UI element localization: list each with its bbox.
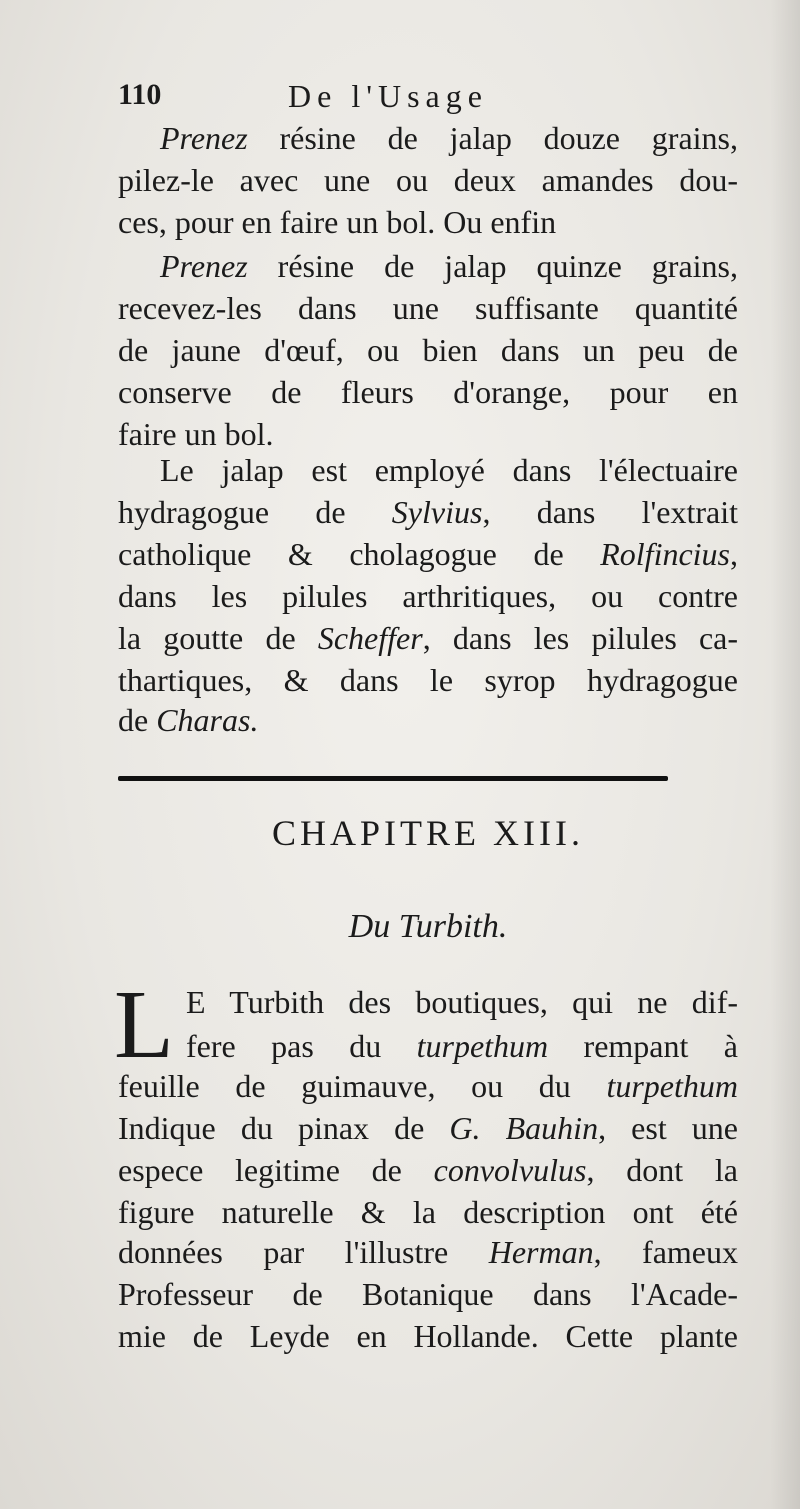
italic-name: Scheffer xyxy=(317,620,423,656)
text-line: Le jalap est employé dans l'électuaire xyxy=(160,452,738,488)
line-text: , xyxy=(730,536,738,572)
text-line: Professeur de Botanique dans l'Acade- xyxy=(118,1276,738,1312)
line-text: , dans l'extrait xyxy=(482,494,739,530)
text-line xyxy=(160,118,738,158)
text-line xyxy=(186,1026,738,1066)
italic-name: Sylvius xyxy=(391,494,483,530)
text-line: figure naturelle & la description ont été xyxy=(118,1194,738,1230)
text-line: pilez-le avec une ou deux amandes dou- xyxy=(118,162,738,198)
line-text: Indique du pinax de xyxy=(118,1110,450,1146)
line-text: espece legitime de xyxy=(118,1152,434,1188)
line-text: hydragogue de xyxy=(118,494,392,530)
italic-word: Prenez xyxy=(160,248,248,284)
italic-word: Prenez xyxy=(160,120,248,156)
italic-name: G. Bauhin xyxy=(449,1110,599,1146)
text-line: faire un bol. xyxy=(118,416,274,452)
line-text: , dont la xyxy=(586,1152,739,1188)
text-line xyxy=(118,1066,738,1106)
section-divider-rule xyxy=(118,776,668,781)
text-line: mie de Leyde en Hollande. Cette plante xyxy=(118,1318,738,1354)
drop-cap: L xyxy=(114,971,174,1079)
chapter-subtitle: Du Turbith. xyxy=(348,908,508,945)
text-line: de jaune d'œuf, ou bien dans un peu de xyxy=(118,332,738,368)
text-line xyxy=(118,1108,738,1148)
italic-term: convolvulus xyxy=(433,1152,587,1188)
text-line xyxy=(118,534,738,574)
line-text: , fameux xyxy=(593,1234,739,1270)
line-text: données par l'illustre xyxy=(118,1234,489,1270)
text-line xyxy=(118,1232,738,1272)
text-line: ces, pour en faire un bol. Ou enfin xyxy=(118,204,557,240)
text-line: thartiques, & dans le syrop hydragogue xyxy=(118,662,738,698)
italic-name: Rolfincius xyxy=(600,536,730,572)
running-title: De l'Usage xyxy=(288,78,488,114)
text-line xyxy=(118,1150,738,1190)
italic-name: Herman xyxy=(488,1234,594,1270)
italic-name: Charas. xyxy=(156,702,259,738)
text-line: recevez-les dans une suffisante quantité xyxy=(118,290,738,326)
italic-term: turpethum xyxy=(606,1068,738,1104)
page-header xyxy=(118,78,738,118)
line-text: de xyxy=(118,702,157,738)
line-text: la goutte de xyxy=(118,620,318,656)
italic-term: turpethum xyxy=(416,1028,549,1064)
text-line xyxy=(118,700,738,740)
chapter-heading: CHAPITRE XIII. xyxy=(272,813,584,853)
text-line: E Turbith des boutiques, qui ne dif- xyxy=(186,984,738,1020)
line-text: résine de jalap douze grains, xyxy=(247,120,738,156)
page-edge-shadow xyxy=(770,0,800,1509)
text-line xyxy=(118,618,738,658)
text-line: conserve de fleurs d'orange, pour en xyxy=(118,374,738,410)
line-text: fere pas du xyxy=(186,1028,417,1064)
line-text: , dans les pilules ca- xyxy=(422,620,739,656)
line-text: , est une xyxy=(598,1110,738,1146)
line-text: résine de jalap quinze grains, xyxy=(247,248,738,284)
line-text: rempant à xyxy=(548,1028,738,1064)
line-text: feuille de guimauve, ou du xyxy=(118,1068,607,1104)
line-text: catholique & cholagogue de xyxy=(118,536,601,572)
page-number: 110 xyxy=(118,78,162,111)
text-line: dans les pilules arthritiques, ou contre xyxy=(118,578,738,614)
text-line xyxy=(118,492,738,532)
text-line xyxy=(160,246,738,286)
